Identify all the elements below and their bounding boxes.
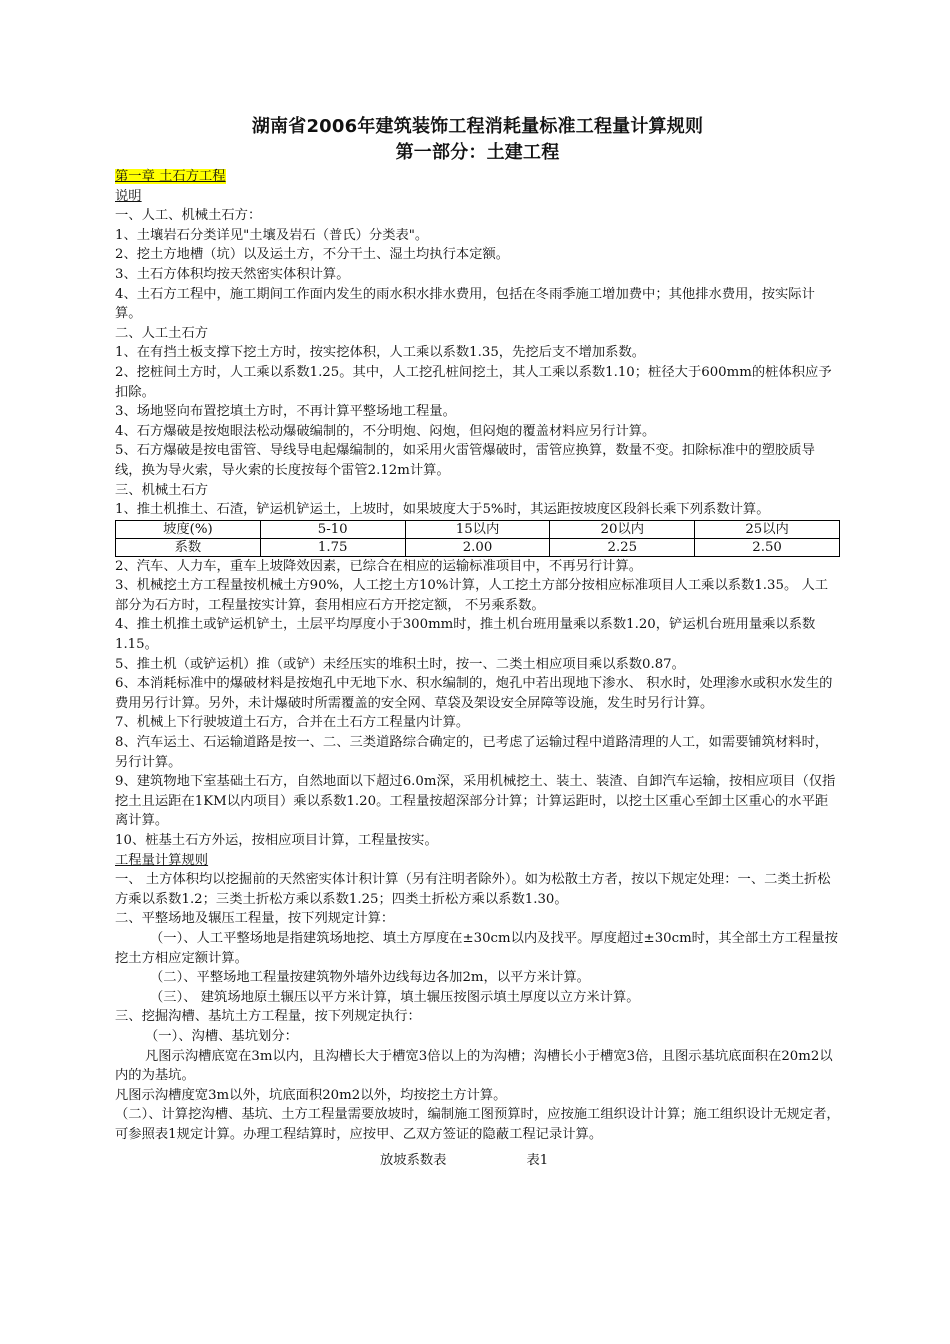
rules-heading: 工程量计算规则 xyxy=(115,852,209,868)
paragraph: 凡图示沟槽度宽3m以外，坑底面积20m2以外，均按挖土方计算。 xyxy=(115,1087,507,1103)
paragraph: 1、在有挡土板支撑下挖土方时，按实挖体积，人工乘以系数1.35，先挖后支不增加系数。 xyxy=(115,345,646,361)
section-heading: 三、机械土石方 xyxy=(115,482,209,498)
table-cell: 2.50 xyxy=(695,538,840,556)
document-subtitle: 第一部分：土建工程 xyxy=(395,142,560,163)
paragraph: 5、石方爆破是按电雷管、导线导电起爆编制的，如采用火雷管爆破时，雷管应换算，数量不变。扣除标准中的塑胶质导线，换为导火索，导火索的长度按每个雷管2.12m计算。 xyxy=(115,443,815,478)
section-heading: 二、平整场地及辗压工程量，按下列规定计算： xyxy=(115,911,395,927)
table-cell: 25以内 xyxy=(695,520,840,538)
paragraph: 4、土石方工程中，施工期间工作面内发生的雨水积水排水费用，包括在冬雨季施工增加费中；其他排水费用，按实际计算。 xyxy=(115,286,815,322)
table-row xyxy=(116,520,840,538)
paragraph: 9、建筑物地下室基础土石方，自然地面以下超过6.0m深，采用机械挖土、装土、装渣、自卸汽车运输，按相应项目（仅指挖土且运距在1KM以内项目）乘以系数1.20。工程量按超深部分计算；计算运距时，以挖土区重心至卸土区重心的水平距离计算。 xyxy=(115,774,836,829)
paragraph: 10、桩基土石方外运，按相应项目计算，工程量按实。 xyxy=(115,833,438,848)
paragraph: 3、场地竖向布置挖填土方时，不再计算平整场地工程量。 xyxy=(115,404,456,420)
paragraph: 凡图示沟槽底宽在3m以内，且沟槽长大于槽宽3倍以上的为沟槽；沟槽长小于槽宽3倍，且图示基坑底面积在20m2以内的为基坑。 xyxy=(115,1048,833,1084)
paragraph: 1、推土机推土、石渣，铲运机铲运土，上坡时，如果坡度大于5%时，其运距按坡度区段斜长乘下列系数计算。 xyxy=(115,502,770,518)
sub-heading: （一）、沟槽、基坑划分： xyxy=(145,1028,298,1044)
paragraph: 6、本消耗标准中的爆破材料是按炮孔中无地下水、积水编制的，炮孔中若出现地下渗水、 积水时，处理渗水或积水发生的费用另行计算。另外，未计爆破时所需覆盖的安全网、草袋及架设安全屏障等设施，发生时另行计算。 xyxy=(115,676,833,711)
paragraph: （二）、平整场地工程量按建筑物外墙外边线每边各加2m，以平方米计算。 xyxy=(150,970,590,986)
paragraph: 4、石方爆破是按炮眼法松动爆破编制的，不分明炮、闷炮，但闷炮的覆盖材料应另行计算。 xyxy=(115,423,656,439)
caption-title: 放坡系数表 xyxy=(380,1152,447,1168)
paragraph: 3、机械挖土方工程量按机械土方90%，人工挖土方10%计算，人工挖土方部分按相应标准项目人工乘以系数1.35。 人工部分为石方时，工程量按实计算，套用相应石方开挖定额， 不另乘系数。 xyxy=(115,578,829,613)
slope-coefficient-table xyxy=(115,520,840,557)
table-cell: 系数 xyxy=(116,538,261,556)
section-heading: 二、人工土石方 xyxy=(115,325,209,341)
paragraph: 2、挖土方地槽（坑）以及运土方，不分干土、湿土均执行本定额。 xyxy=(115,247,510,263)
paragraph: 3、土石方体积均按天然密实体积计算。 xyxy=(115,266,350,282)
paragraph: 7、机械上下行驶坡道土石方，合并在土石方工程量内计算。 xyxy=(115,715,470,731)
table-row xyxy=(116,538,840,556)
paragraph: （二）、计算挖沟槽、基坑、土方工程量需要放坡时，编制施工图预算时，应按施工组织设计计算；施工组织设计无规定者，可参照表1规定计算。办理工程结算时，应按甲、乙双方签证的隐蔽工程记录计算。 xyxy=(115,1107,840,1142)
table-cell: 2.25 xyxy=(550,538,695,556)
paragraph: 一、 土方体积均以挖掘前的天然密实体计积计算（另有注明者除外）。如为松散土方者，按以下规定处理：一、二类土折松方乘以系数1.2；三类土折松方乘以系数1.25；四类土折松方乘以系数1.30。 xyxy=(115,872,831,907)
document-page xyxy=(115,115,840,1171)
paragraph: 2、挖桩间土方时，人工乘以系数1.25。其中，人工挖孔桩间挖土，其人工乘以系数1.10；桩径大于600mm的桩体积应予扣除。 xyxy=(115,364,832,400)
table-cell: 15以内 xyxy=(405,520,550,538)
chapter-heading: 第一章 土石方工程 xyxy=(115,169,226,184)
explain-heading: 说明 xyxy=(115,188,142,204)
paragraph: （三）、 建筑场地原土辗压以平方米计算，填土辗压按图示填土厚度以立方米计算。 xyxy=(150,989,640,1005)
table-cell: 2.00 xyxy=(405,538,550,556)
paragraph: 4、推土机推土或铲运机铲土，土层平均厚度小于300mm时，推土机台班用量乘以系数1.20，铲运机台班用量乘以系数1.15。 xyxy=(115,617,816,653)
caption-table-number: 表1 xyxy=(526,1152,549,1168)
paragraph: 8、汽车运土、石运输道路是按一、二、三类道路综合确定的，已考虑了运输过程中道路清理的人工，如需要铺筑材料时，另行计算。 xyxy=(115,735,829,770)
section-heading: 三、挖掘沟槽、基坑土方工程量，按下列规定执行： xyxy=(115,1009,421,1025)
paragraph: （一）、人工平整场地是指建筑场地挖、填土方厚度在±30cm以内及找平。厚度超过±30cm时，其全部土方工程量按挖土方相应定额计算。 xyxy=(115,930,838,966)
table-cell: 坡度(%) xyxy=(116,520,261,538)
table-cell: 20以内 xyxy=(550,520,695,538)
paragraph: 1、土壤岩石分类详见"土壤及岩石（普氏）分类表"。 xyxy=(115,227,429,243)
table-caption xyxy=(115,1151,840,1171)
document-title: 湖南省2006年建筑装饰工程消耗量标准工程量计算规则 xyxy=(251,116,704,137)
section-heading: 一、人工、机械土石方： xyxy=(115,208,262,224)
paragraph: 5、推土机（或铲运机）推（或铲）未经压实的堆积土时，按一、二类土相应项目乘以系数0.87。 xyxy=(115,656,685,672)
table-cell: 5-10 xyxy=(260,520,405,538)
paragraph: 2、汽车、人力车，重车上坡降效因素，已综合在相应的运输标准项目中，不再另行计算。 xyxy=(115,558,643,574)
table-cell: 1.75 xyxy=(260,538,405,556)
